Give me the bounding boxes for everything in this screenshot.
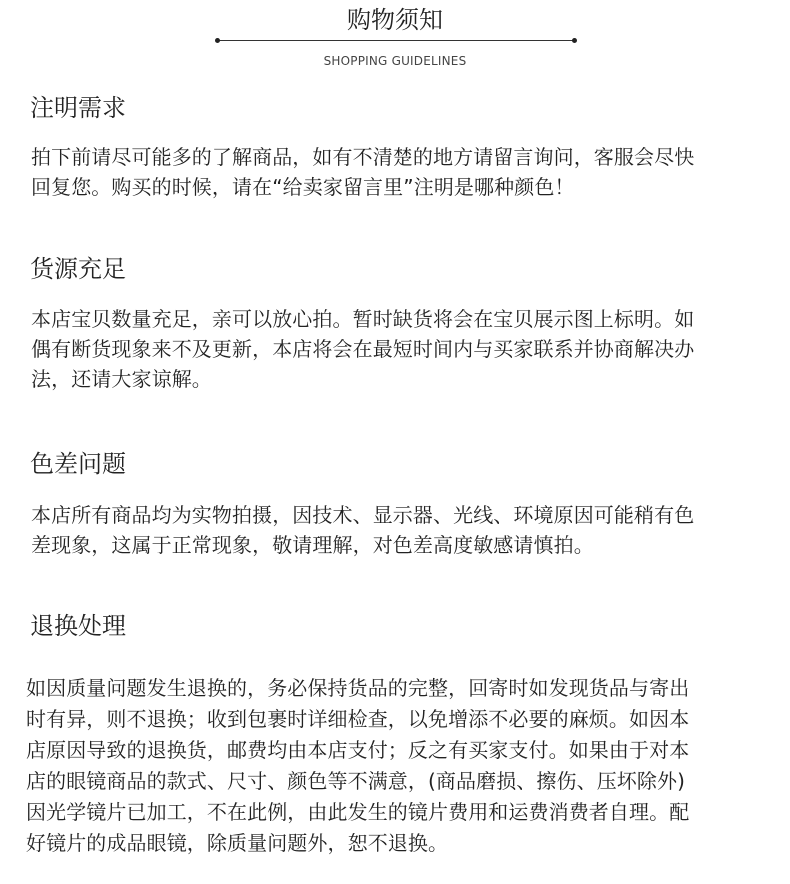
section-title: 退换处理 — [30, 612, 126, 640]
page-subtitle: SHOPPING GUIDELINES — [323, 54, 467, 68]
page-title: 购物须知 — [347, 6, 443, 34]
section-title: 注明需求 — [30, 94, 126, 122]
divider-left-dot — [215, 38, 220, 43]
section-body: 本店所有商品均为实物拍摄，因技术、显示器、光线、环境原因可能稍有色 差现象，这属于正常现象，敬请理解，对色差高度敏感请慎拍。 — [31, 503, 695, 557]
divider-right-dot — [572, 38, 577, 43]
section-title: 货源充足 — [30, 255, 126, 283]
section-body: 拍下前请尽可能多的了解商品，如有不清楚的地方请留言询问，客服会尽快 回复您。购买的时候，请在“给卖家留言里”注明是哪种颜色！ — [31, 145, 695, 199]
page-header — [0, 0, 790, 80]
title-divider — [218, 40, 576, 41]
section-title: 色差问题 — [30, 450, 126, 478]
section-body: 如因质量问题发生退换的，务必保持货品的完整，回寄时如发现货品与寄出 时有异，则不退换；收到包裹时详细检查，以免增添不必要的麻烦。如因本 店原因导致的退换货，邮费均由本店支付；反之有买家支付。如果由于对本 店的眼镜商品的款式、尺寸、颜色等不满意，(商品磨损、擦伤、压坏除外) 因光学镜片已加工，不在此例，由此发生的镜片费用和运费消费者自理。配 好镜片的成品眼镜，除质量问题外，恕不退换。 — [26, 676, 690, 855]
section-body: 本店宝贝数量充足，亲可以放心拍。暂时缺货将会在宝贝展示图上标明。如 偶有断货现象来不及更新，本店将会在最短时间内与买家联系并协商解决办 法，还请大家谅解。 — [31, 307, 695, 391]
